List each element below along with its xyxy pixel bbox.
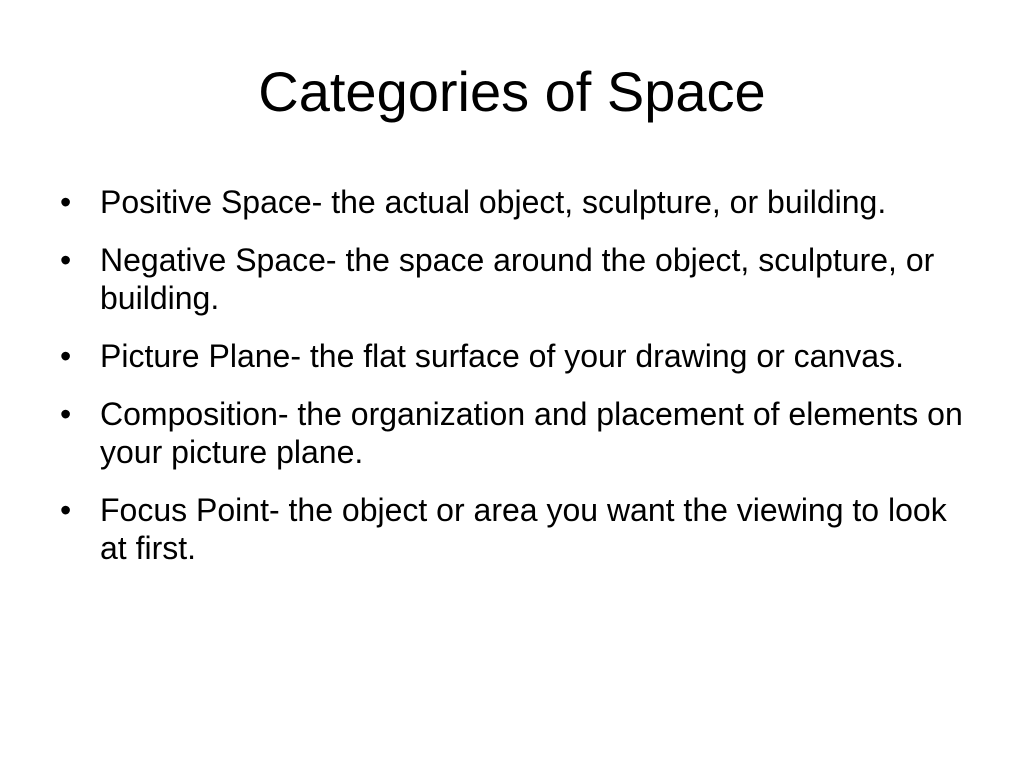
slide-title: Categories of Space [258, 60, 766, 123]
bullet-list [60, 183, 970, 587]
bullet-dot-icon: • [60, 338, 72, 374]
bullet-dot-icon: • [60, 242, 72, 278]
bullet-text: Negative Space- the space around the object, sculpture, or building. [100, 242, 935, 316]
bullet-text: Composition- the organization and placement of elements on your picture plane. [100, 396, 963, 470]
bullet-dot-icon: • [60, 492, 72, 528]
bullet-text: Picture Plane- the flat surface of your drawing or canvas. [100, 338, 904, 374]
bullet-text: Positive Space- the actual object, sculpture, or building. [100, 184, 887, 220]
bullet-item [60, 395, 970, 471]
bullet-item [60, 491, 970, 567]
bullet-dot-icon: • [60, 184, 72, 220]
bullet-item [60, 241, 970, 317]
bullet-text: Focus Point- the object or area you want the viewing to look at first. [100, 492, 947, 566]
bullet-item [60, 183, 970, 221]
bullet-dot-icon: • [60, 396, 72, 432]
bullet-item [60, 337, 970, 375]
